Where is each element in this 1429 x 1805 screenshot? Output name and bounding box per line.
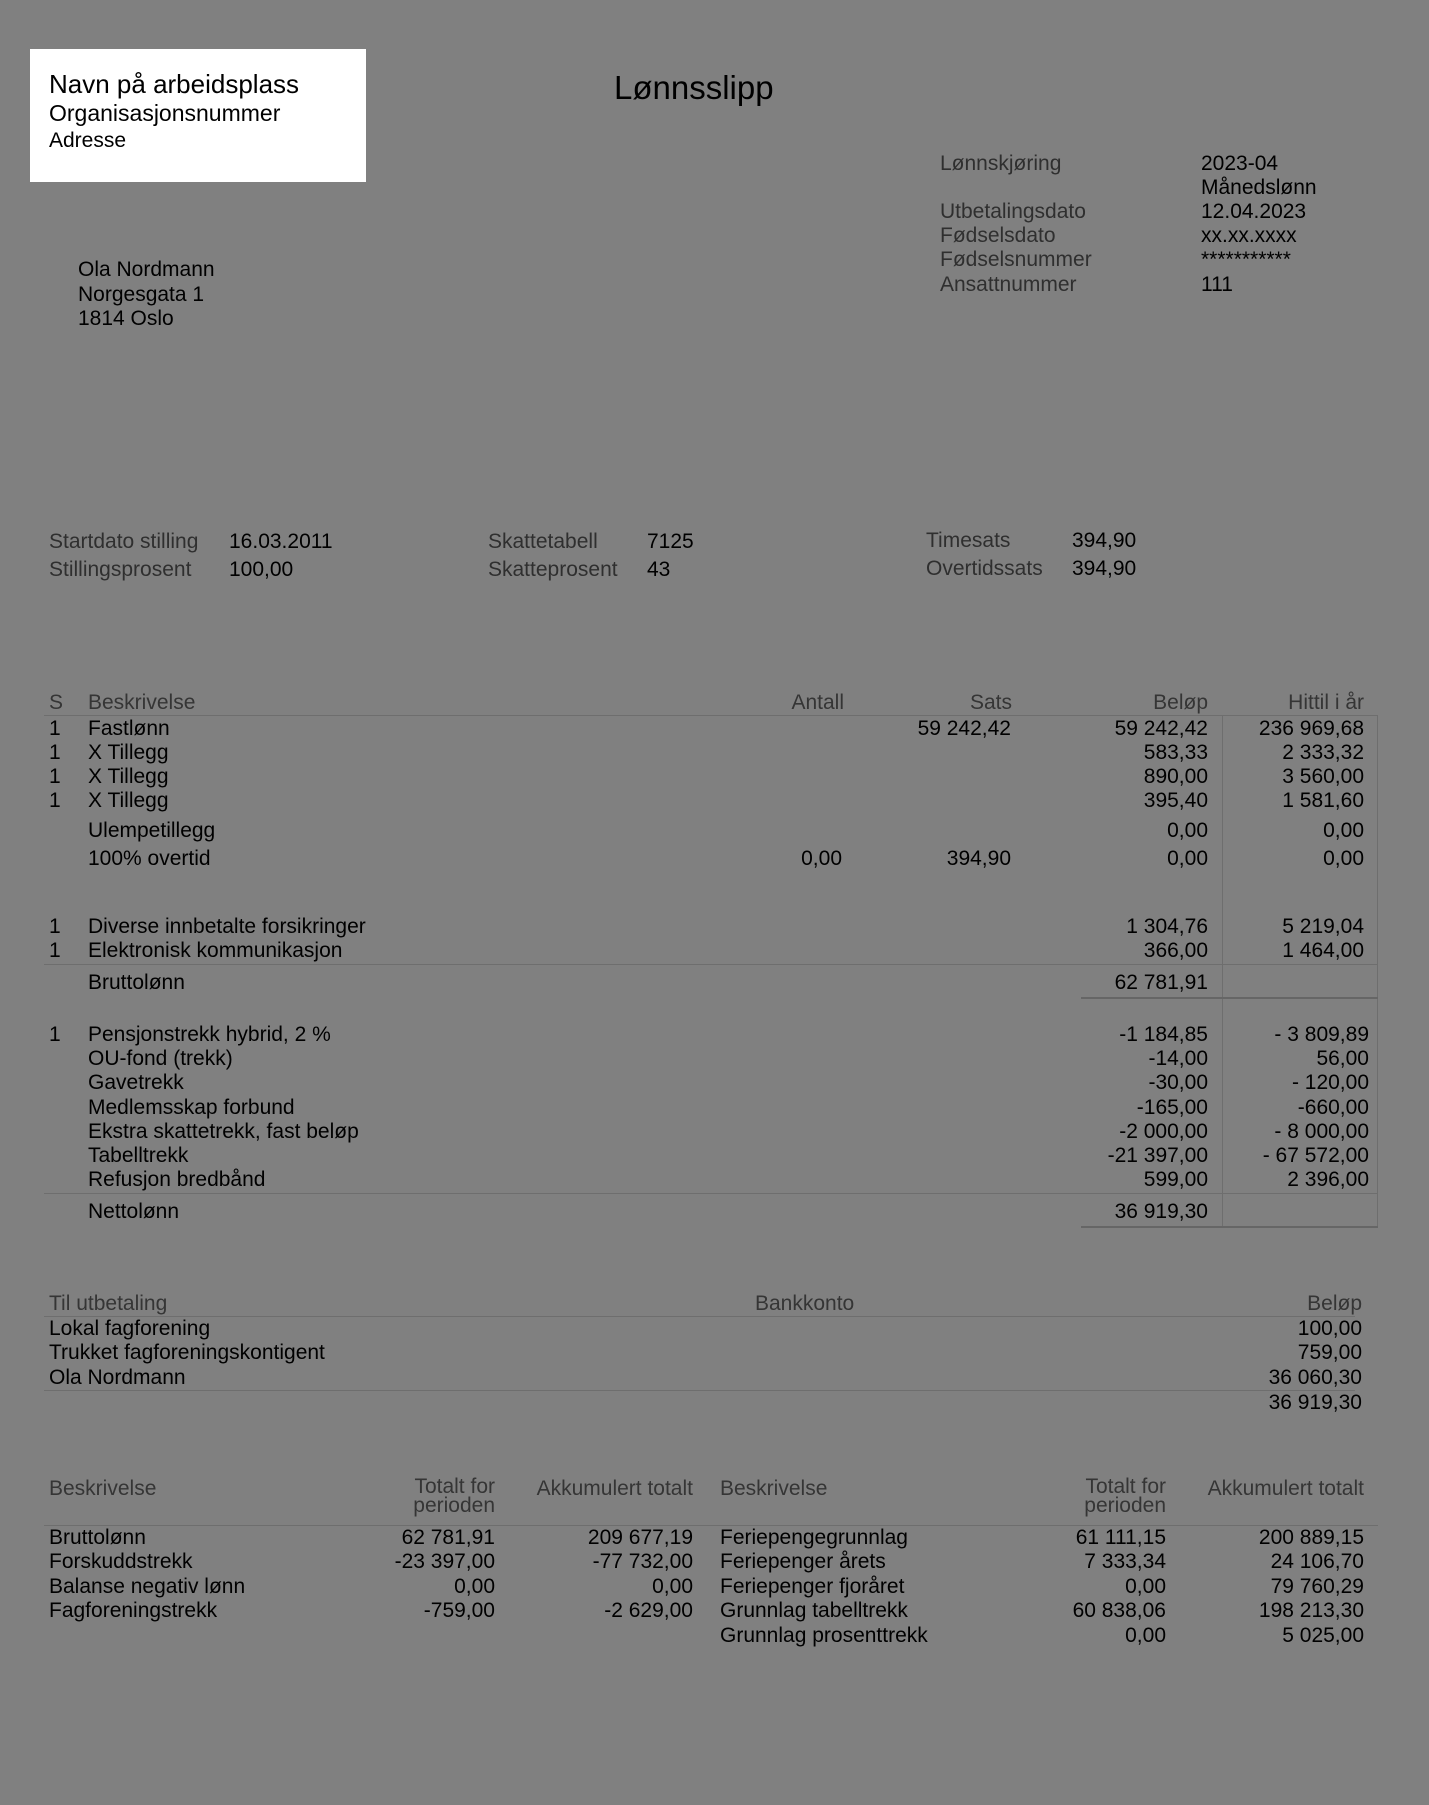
hourly-rate-value: 394,90 bbox=[1072, 529, 1137, 552]
tax-percent-label: Skatteprosent bbox=[488, 558, 618, 581]
line-description: Fastlønn bbox=[88, 717, 170, 740]
line-s: 1 bbox=[49, 939, 61, 962]
summary-period-total: 0,00 bbox=[454, 1575, 495, 1598]
line-rate: 59 242,42 bbox=[917, 717, 1011, 740]
table-row bbox=[0, 1071, 1429, 1095]
summary-description: Feriepenger fjoråret bbox=[720, 1575, 905, 1598]
table-row bbox=[0, 915, 1429, 939]
payout-to-header: Til utbetaling bbox=[49, 1292, 168, 1315]
line-ytd: 1 581,60 bbox=[1282, 789, 1364, 812]
info-label: Fødselsdato bbox=[940, 224, 1056, 247]
summary-period-total: 0,00 bbox=[1125, 1624, 1166, 1647]
table-row bbox=[0, 1120, 1429, 1144]
line-rate: 394,90 bbox=[946, 847, 1011, 870]
summary-description: Forskuddstrekk bbox=[49, 1550, 193, 1573]
list-item bbox=[0, 1366, 1429, 1390]
salary-lines-header bbox=[0, 691, 1429, 715]
payout-amount: 36 060,30 bbox=[1268, 1366, 1362, 1389]
summary-period-total: 61 111,15 bbox=[1075, 1526, 1166, 1549]
table-row bbox=[0, 1023, 1429, 1047]
summary-period-total: 0,00 bbox=[1125, 1575, 1166, 1598]
summary-period-total: -23 397,00 bbox=[394, 1550, 495, 1573]
deduction-amount: 599,00 bbox=[1143, 1168, 1208, 1191]
line-ytd: 2 333,32 bbox=[1282, 741, 1364, 764]
deduction-description: OU-fond (trekk) bbox=[88, 1047, 233, 1070]
col-rate-header: Sats bbox=[969, 691, 1012, 714]
employer-address: Adresse bbox=[49, 129, 127, 152]
summary-accumulated-total: 0,00 bbox=[652, 1575, 693, 1598]
line-amount: 395,40 bbox=[1143, 789, 1208, 812]
line-description: X Tillegg bbox=[88, 765, 169, 788]
line-s: 1 bbox=[49, 717, 61, 740]
summary-description: Grunnlag prosenttrekk bbox=[720, 1624, 928, 1647]
table-row bbox=[0, 1144, 1429, 1168]
deduction-ytd: - 67 572,00 bbox=[1262, 1144, 1369, 1167]
deduction-ytd: 2 396,00 bbox=[1287, 1168, 1369, 1191]
summary-description: Balanse negativ lønn bbox=[49, 1575, 246, 1598]
info-value: Månedslønn bbox=[1201, 176, 1317, 199]
summary-accumulated-total: -77 732,00 bbox=[592, 1550, 693, 1573]
summary-period-total: 60 838,06 bbox=[1072, 1599, 1166, 1622]
list-item bbox=[0, 1317, 1429, 1341]
col-amount-header: Beløp bbox=[1153, 691, 1208, 714]
header-divider bbox=[44, 715, 1378, 716]
summary-period-total: -759,00 bbox=[423, 1599, 495, 1622]
gross-label: Bruttolønn bbox=[88, 971, 185, 994]
deduction-description: Pensjonstrekk hybrid, 2 % bbox=[88, 1023, 331, 1046]
line-s: 1 bbox=[49, 765, 61, 788]
info-value: *********** bbox=[1201, 248, 1291, 271]
summary-description: Feriepenger årets bbox=[720, 1550, 886, 1573]
deduction-ytd: 56,00 bbox=[1316, 1047, 1369, 1070]
line-s: 1 bbox=[49, 789, 61, 812]
col-s-header: S bbox=[49, 691, 64, 714]
deduction-amount: -21 397,00 bbox=[1107, 1144, 1208, 1167]
line-ytd: 1 464,00 bbox=[1282, 939, 1364, 962]
deduction-amount: -30,00 bbox=[1148, 1071, 1208, 1094]
summary-description: Feriepengegrunnlag bbox=[720, 1526, 908, 1549]
deduction-s: 1 bbox=[49, 1023, 61, 1046]
table-row bbox=[0, 1168, 1429, 1192]
gross-amount: 62 781,91 bbox=[1114, 971, 1208, 994]
summary-description: Bruttolønn bbox=[49, 1526, 146, 1549]
summary-accumulated-total: -2 629,00 bbox=[604, 1599, 693, 1622]
info-row bbox=[0, 152, 1429, 176]
payout-amount: 759,00 bbox=[1297, 1341, 1362, 1364]
info-row bbox=[0, 224, 1429, 248]
recipient-city: 1814 Oslo bbox=[78, 307, 174, 330]
summary-period-total: 7 333,34 bbox=[1084, 1550, 1166, 1573]
start-date-label: Startdato stilling bbox=[49, 530, 199, 553]
line-amount: 0,00 bbox=[1167, 819, 1208, 842]
info-label: Lønnskjøring bbox=[940, 152, 1062, 175]
line-amount: 1 304,76 bbox=[1126, 915, 1208, 938]
gross-row bbox=[0, 971, 1429, 995]
net-label: Nettolønn bbox=[88, 1200, 180, 1223]
deduction-amount: -2 000,00 bbox=[1119, 1120, 1208, 1143]
deduction-description: Refusjon bredbånd bbox=[88, 1168, 266, 1191]
payout-total: 36 919,30 bbox=[1268, 1391, 1362, 1414]
summary-right-acc-header: Akkumulert totalt bbox=[1207, 1477, 1364, 1500]
summary-left-period-header bbox=[413, 1477, 495, 1515]
net-divider bbox=[44, 1193, 1378, 1194]
line-description: Diverse innbetalte forsikringer bbox=[88, 915, 366, 938]
payout-recipient: Lokal fagforening bbox=[49, 1317, 211, 1340]
recipient-name: Ola Nordmann bbox=[78, 258, 215, 281]
payout-amount: 100,00 bbox=[1297, 1317, 1362, 1340]
page-title: Lønnsslipp bbox=[614, 69, 774, 106]
table-row bbox=[0, 1550, 1429, 1574]
summary-description: Grunnlag tabelltrekk bbox=[720, 1599, 908, 1622]
line-amount: 59 242,42 bbox=[1114, 717, 1208, 740]
list-item bbox=[0, 1341, 1429, 1365]
summary-left-period-header-line1: Totalt for bbox=[414, 1475, 495, 1498]
table-row bbox=[0, 1575, 1429, 1599]
info-row bbox=[0, 200, 1429, 224]
employer-org-number: Organisasjonsnummer bbox=[49, 100, 281, 126]
gross-divider bbox=[44, 964, 1378, 965]
line-ytd: 0,00 bbox=[1323, 819, 1364, 842]
deduction-description: Ekstra skattetrekk, fast beløp bbox=[88, 1120, 359, 1143]
summary-left-period-header-line2: perioden bbox=[413, 1494, 495, 1517]
recipient-street: Norgesgata 1 bbox=[78, 282, 205, 306]
summary-right-period-header bbox=[1084, 1477, 1166, 1515]
col-ytd-header: Hittil i år bbox=[1288, 691, 1364, 714]
summary-accumulated-total: 79 760,29 bbox=[1270, 1575, 1364, 1598]
net-row bbox=[0, 1200, 1429, 1224]
recipient-address bbox=[78, 258, 215, 332]
start-date-value: 16.03.2011 bbox=[229, 530, 333, 553]
table-row bbox=[0, 717, 1429, 741]
tax-percent-value: 43 bbox=[647, 558, 671, 581]
summary-left-desc-header: Beskrivelse bbox=[49, 1477, 157, 1500]
deduction-description: Gavetrekk bbox=[88, 1071, 184, 1094]
payout-recipient: Trukket fagforeningskontigent bbox=[49, 1341, 325, 1364]
deduction-ytd: - 3 809,89 bbox=[1274, 1023, 1369, 1046]
payout-total-row bbox=[0, 1391, 1429, 1415]
col-qty-header: Antall bbox=[791, 691, 844, 714]
payout-account-header: Bankkonto bbox=[755, 1292, 855, 1315]
summary-accumulated-total: 5 025,00 bbox=[1282, 1624, 1364, 1647]
table-row bbox=[0, 1096, 1429, 1120]
table-row bbox=[0, 789, 1429, 813]
line-amount: 890,00 bbox=[1143, 765, 1208, 788]
table-row bbox=[0, 765, 1429, 789]
summary-accumulated-total: 209 677,19 bbox=[587, 1526, 693, 1549]
overtime-rate-label: Overtidssats bbox=[926, 557, 1043, 580]
deduction-ytd: - 120,00 bbox=[1291, 1071, 1369, 1094]
deduction-description: Tabelltrekk bbox=[88, 1144, 189, 1167]
deduction-amount: -1 184,85 bbox=[1119, 1023, 1208, 1046]
line-description: X Tillegg bbox=[88, 789, 169, 812]
position-percent-label: Stillingsprosent bbox=[49, 558, 192, 581]
line-description: Elektronisk kommunikasjon bbox=[88, 939, 343, 962]
line-amount: 0,00 bbox=[1167, 847, 1208, 870]
deduction-ytd: - 8 000,00 bbox=[1274, 1120, 1369, 1143]
table-row bbox=[0, 1526, 1429, 1550]
position-percent-value: 100,00 bbox=[229, 558, 294, 581]
deduction-amount: -165,00 bbox=[1136, 1096, 1208, 1119]
payout-header bbox=[0, 1292, 1429, 1316]
table-row bbox=[0, 1047, 1429, 1071]
net-underline bbox=[1081, 1226, 1378, 1228]
info-value: 2023-04 bbox=[1201, 152, 1279, 175]
deduction-description: Medlemsskap forbund bbox=[88, 1096, 295, 1119]
hourly-rate-label: Timesats bbox=[926, 529, 1011, 552]
table-row bbox=[0, 847, 1429, 871]
net-amount: 36 919,30 bbox=[1114, 1200, 1208, 1223]
payout-recipient: Ola Nordmann bbox=[49, 1366, 186, 1389]
info-row bbox=[0, 176, 1429, 200]
line-ytd: 3 560,00 bbox=[1282, 765, 1364, 788]
gross-underline bbox=[1081, 997, 1378, 999]
line-quantity: 0,00 bbox=[801, 847, 842, 870]
tax-table-value: 7125 bbox=[647, 530, 694, 553]
table-row bbox=[0, 741, 1429, 765]
line-ytd: 236 969,68 bbox=[1258, 717, 1364, 740]
line-amount: 366,00 bbox=[1143, 939, 1208, 962]
summary-left-acc-header: Akkumulert totalt bbox=[536, 1477, 693, 1500]
table-row bbox=[0, 1624, 1429, 1648]
summary-right-period-header-line1: Totalt for bbox=[1085, 1475, 1166, 1498]
employer-name: Navn på arbeidsplass bbox=[49, 69, 300, 99]
summary-right-desc-header: Beskrivelse bbox=[720, 1477, 828, 1500]
summary-right-period-header-line2: perioden bbox=[1084, 1494, 1166, 1517]
col-desc-header: Beskrivelse bbox=[88, 691, 196, 714]
line-description: 100% overtid bbox=[88, 847, 211, 870]
deduction-amount: -14,00 bbox=[1148, 1047, 1208, 1070]
table-row bbox=[0, 819, 1429, 843]
line-description: X Tillegg bbox=[88, 741, 169, 764]
info-value: 111 bbox=[1201, 273, 1233, 296]
line-s: 1 bbox=[49, 915, 61, 938]
info-label: Fødselsnummer bbox=[940, 248, 1092, 271]
summary-period-total: 62 781,91 bbox=[401, 1526, 495, 1549]
summary-accumulated-total: 200 889,15 bbox=[1258, 1526, 1364, 1549]
line-ytd: 5 219,04 bbox=[1282, 915, 1364, 938]
line-description: Ulempetillegg bbox=[88, 819, 216, 842]
overtime-rate-value: 394,90 bbox=[1072, 557, 1137, 580]
tax-table-label: Skattetabell bbox=[488, 530, 598, 553]
payout-amount-header: Beløp bbox=[1307, 1292, 1362, 1315]
line-s: 1 bbox=[49, 741, 61, 764]
summary-accumulated-total: 24 106,70 bbox=[1270, 1550, 1364, 1573]
line-amount: 583,33 bbox=[1143, 741, 1208, 764]
info-label: Utbetalingsdato bbox=[940, 200, 1086, 223]
info-value: xx.xx.xxxx bbox=[1201, 224, 1297, 247]
line-ytd: 0,00 bbox=[1323, 847, 1364, 870]
summary-description: Fagforeningstrekk bbox=[49, 1599, 218, 1622]
table-row bbox=[0, 1599, 1429, 1623]
table-row bbox=[0, 939, 1429, 963]
summary-accumulated-total: 198 213,30 bbox=[1258, 1599, 1364, 1622]
info-label: Ansattnummer bbox=[940, 273, 1077, 296]
deduction-ytd: -660,00 bbox=[1297, 1096, 1369, 1119]
info-value: 12.04.2023 bbox=[1201, 200, 1307, 223]
